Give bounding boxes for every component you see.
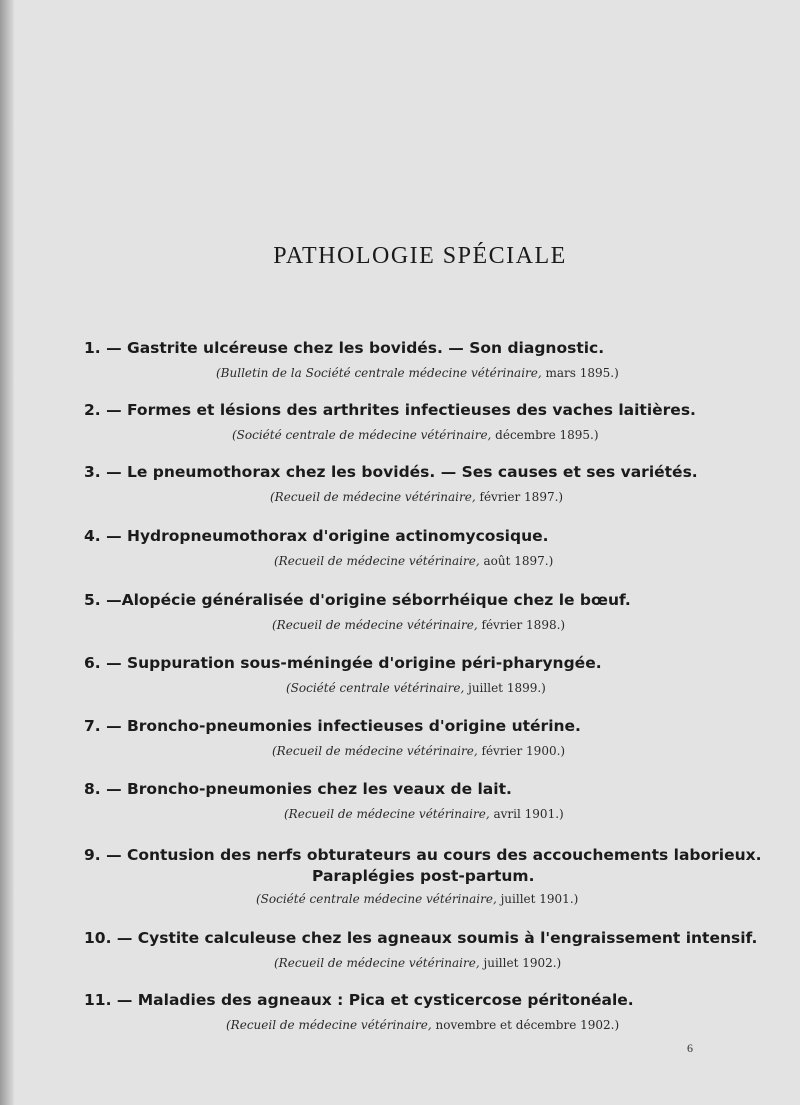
entry-reference	[84, 364, 774, 382]
list-item-5	[84, 590, 774, 653]
reference-date: juillet 1901.)	[496, 892, 579, 906]
reference-source: (Bulletin de la Société centrale médecine vétérinaire,	[216, 366, 542, 380]
entry-heading: 1. — Gastrite ulcéreuse chez les bovidés. — Son diagnostic.	[84, 339, 605, 357]
reference-source: (Société centrale de médecine vétérinaire,	[232, 428, 492, 442]
entry-heading: 10. — Cystite calculeuse chez les agneaux soumis à l'engraissement intensif.	[84, 929, 758, 947]
entry-heading: 5. —Alopécie généralisée d'origine séborrhéique chez le bœuf.	[84, 591, 631, 609]
reference-date: mars 1895.)	[541, 366, 619, 380]
list-item-3	[84, 462, 774, 526]
reference-date: février 1898.)	[477, 618, 566, 632]
entry-reference	[84, 679, 774, 697]
reference-date: juillet 1902.)	[479, 956, 562, 970]
entry-heading: 9. — Contusion des nerfs obturateurs au cours des accouchements laborieux.	[84, 846, 762, 864]
page-title: PATHOLOGIE SPÉCIALE	[273, 243, 567, 269]
reference-date: novembre et décembre 1902.)	[431, 1018, 620, 1032]
reference-source: (Recueil de médecine vétérinaire,	[272, 618, 478, 632]
list-item-10	[84, 928, 774, 990]
reference-source: (Recueil de médecine vétérinaire,	[274, 554, 480, 568]
list-item-6	[84, 653, 774, 716]
entry-heading: 8. — Broncho-pneumonies chez les veaux de lait.	[84, 780, 512, 798]
reference-date: février 1897.)	[475, 490, 564, 504]
list-item-4	[84, 526, 774, 590]
entry-heading: 6. — Suppuration sous-méningée d'origine péri-pharyngée.	[84, 654, 602, 672]
reference-source: (Recueil de médecine vétérinaire,	[284, 807, 490, 821]
entry-heading: 2. — Formes et lésions des arthrites infectieuses des vaches laitières.	[84, 401, 696, 419]
entry-heading: 7. — Broncho-pneumonies infectieuses d'origine utérine.	[84, 717, 581, 735]
entry-heading: 4. — Hydropneumothorax d'origine actinomycosique.	[84, 527, 549, 545]
entry-heading: 11. — Maladies des agneaux : Pica et cysticercose péritonéale.	[84, 991, 634, 1009]
list-item-2	[84, 400, 774, 462]
entry-reference	[84, 805, 774, 823]
page-edge-shadow	[0, 0, 14, 1105]
reference-source: (Société centrale vétérinaire,	[286, 681, 465, 695]
reference-date: décembre 1895.)	[491, 428, 599, 442]
entry-reference	[84, 488, 774, 506]
reference-source: (Recueil de médecine vétérinaire,	[274, 956, 480, 970]
entry-reference	[84, 890, 774, 908]
list-item-8	[84, 779, 774, 845]
publication-list	[84, 338, 774, 1040]
entry-reference	[84, 1016, 774, 1034]
reference-date: février 1900.)	[477, 744, 566, 758]
reference-source: (Recueil de médecine vétérinaire,	[226, 1018, 432, 1032]
list-item-9	[84, 845, 774, 928]
page-number: 6	[687, 1041, 693, 1055]
reference-date: août 1897.)	[479, 554, 554, 568]
reference-date: avril 1901.)	[489, 807, 564, 821]
entry-heading-continued: Paraplégies post-partum.	[312, 867, 535, 885]
list-item-1	[84, 338, 774, 400]
reference-source: (Recueil de médecine vétérinaire,	[270, 490, 476, 504]
entry-heading: 3. — Le pneumothorax chez les bovidés. — Ses causes et ses variétés.	[84, 463, 698, 481]
list-item-7	[84, 716, 774, 779]
entry-reference	[84, 552, 774, 570]
reference-source: (Recueil de médecine vétérinaire,	[272, 744, 478, 758]
entry-reference	[84, 616, 774, 634]
reference-date: juillet 1899.)	[464, 681, 546, 695]
list-item-11	[84, 990, 774, 1040]
entry-reference	[84, 742, 774, 760]
entry-reference	[84, 426, 774, 444]
reference-source: (Société centrale médecine vétérinaire,	[256, 892, 497, 906]
entry-reference	[84, 954, 774, 972]
